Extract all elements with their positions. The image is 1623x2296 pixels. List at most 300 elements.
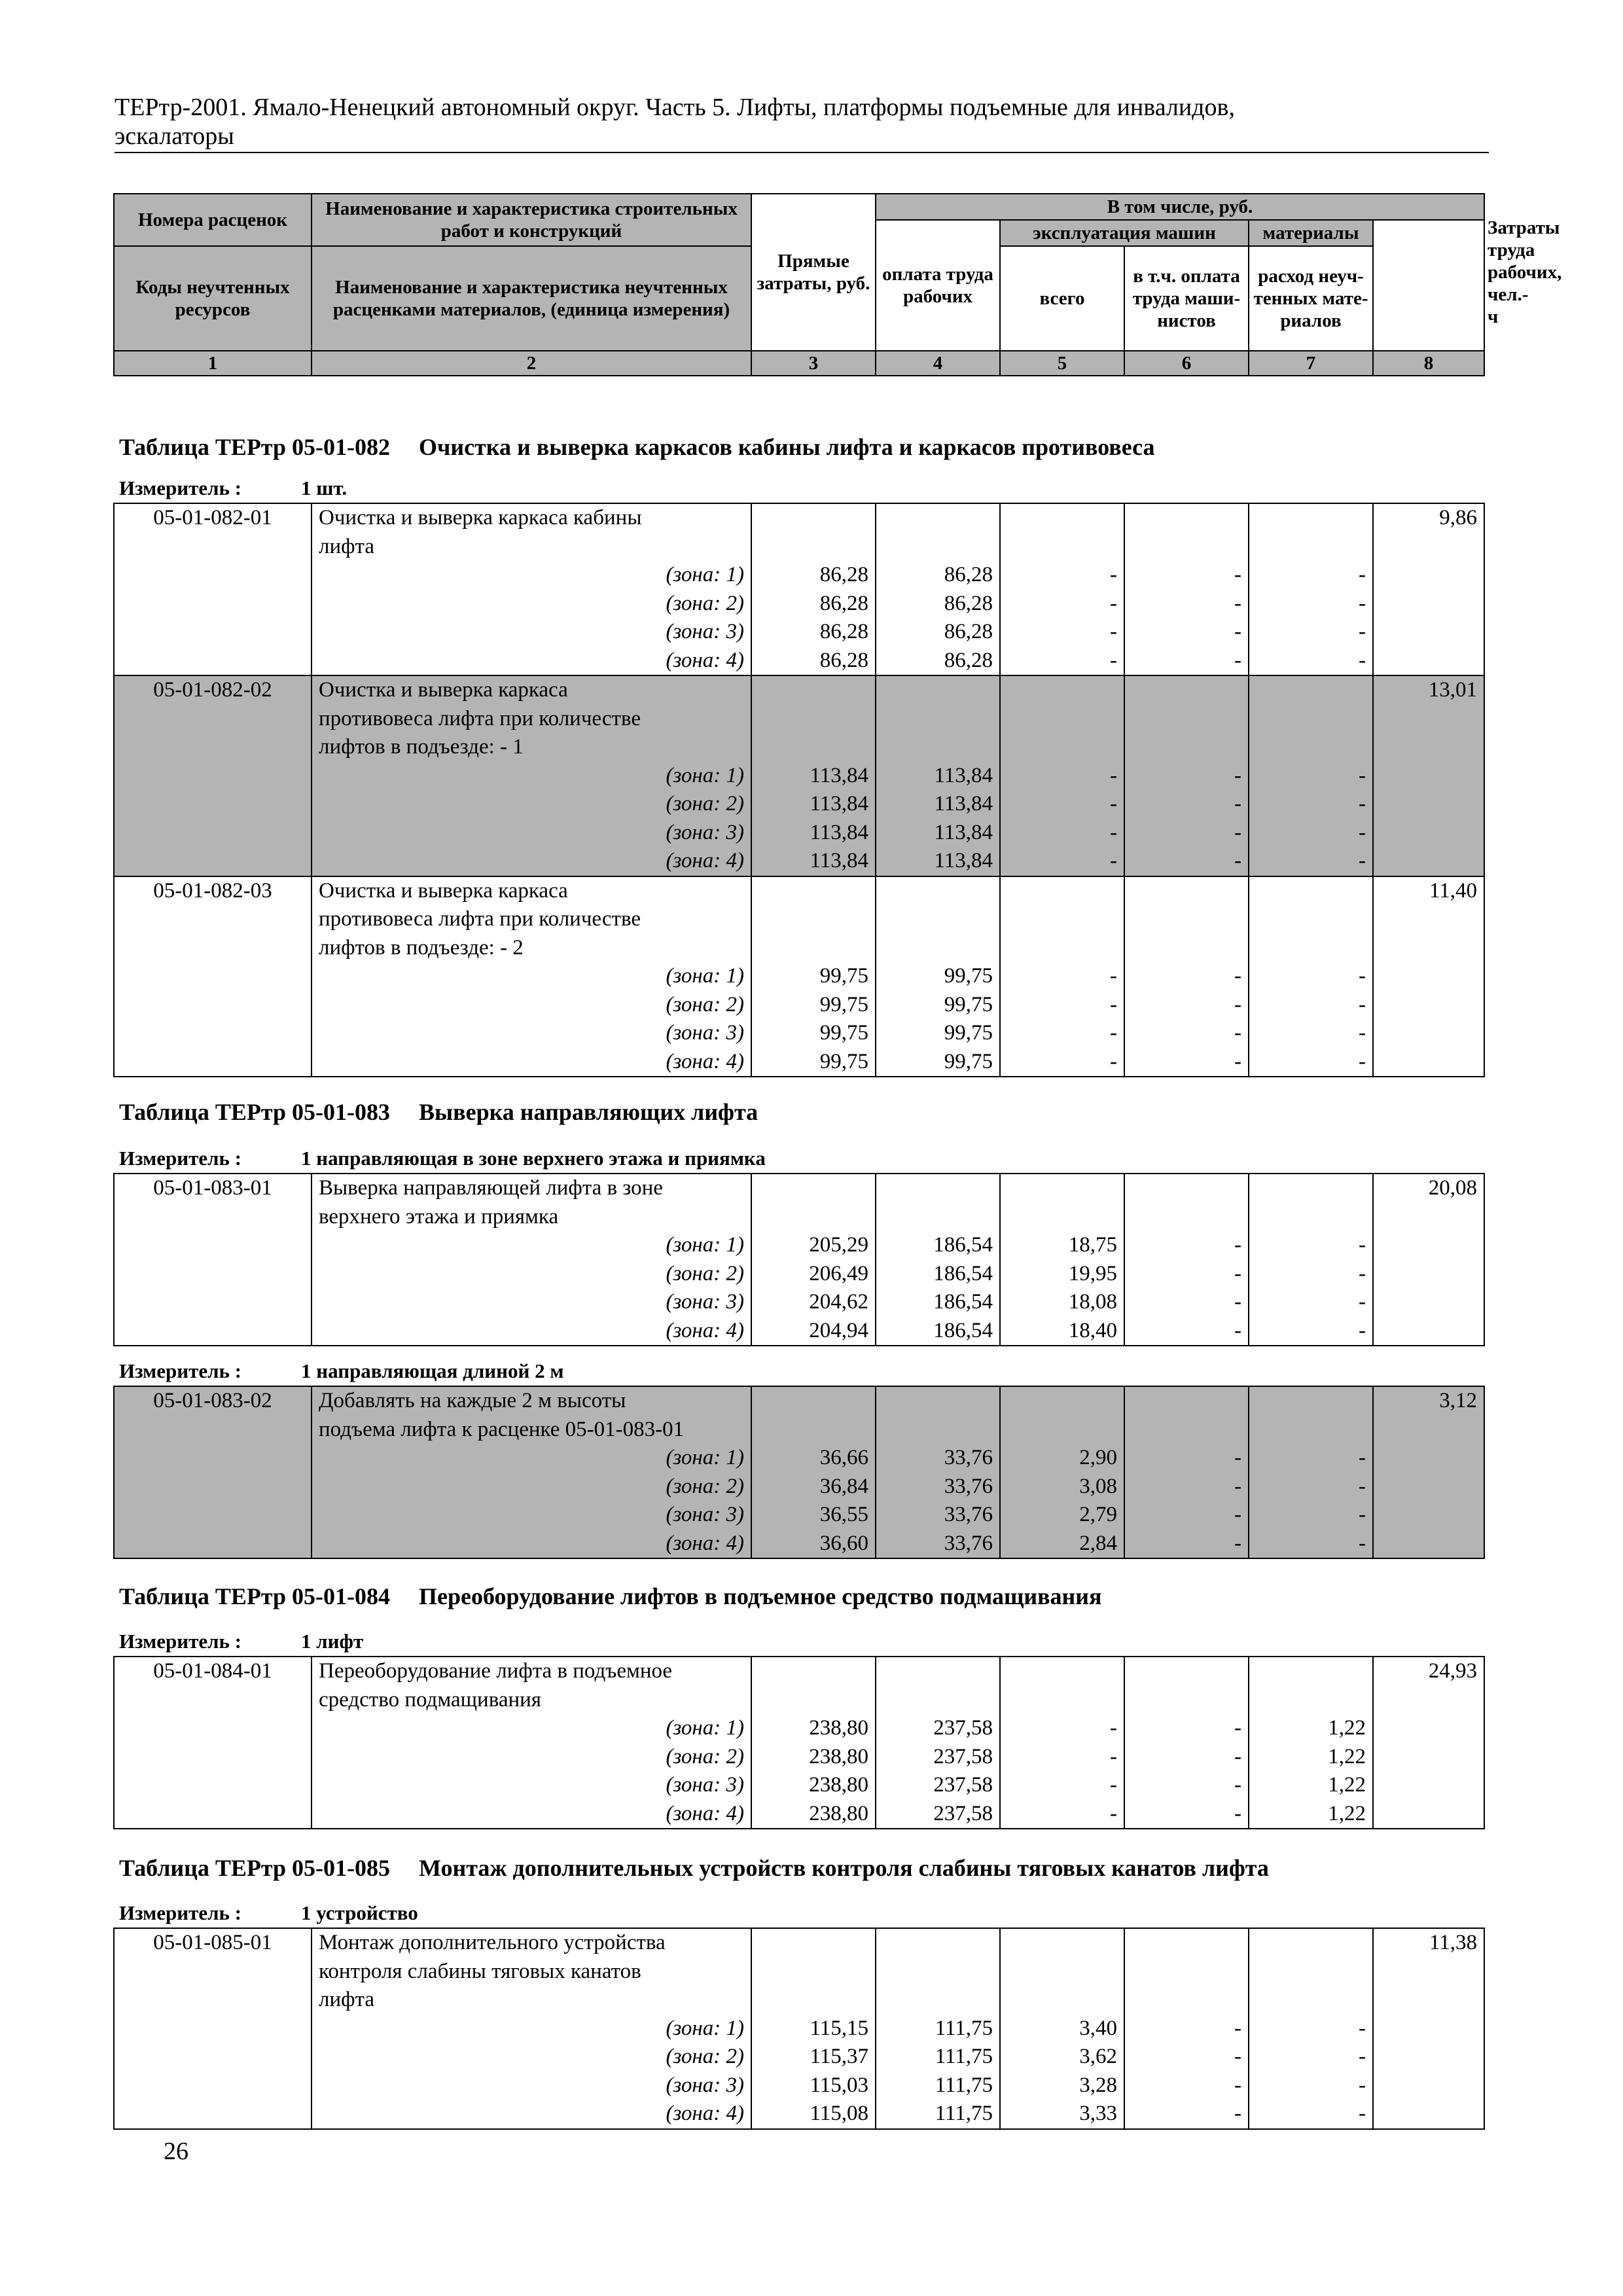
direct-cost: 113,84 bbox=[751, 847, 876, 876]
desc-row bbox=[114, 1416, 1484, 1444]
col-2-top-header: Наименование и характеристика строительных работ и конструкций bbox=[312, 194, 751, 246]
direct-cost: 99,75 bbox=[751, 1019, 876, 1048]
materials-cost: - bbox=[1249, 790, 1373, 819]
worker-pay: 86,28 bbox=[876, 590, 1000, 619]
direct-cost: 99,75 bbox=[751, 991, 876, 1020]
empty-cell bbox=[751, 533, 876, 562]
direct-cost: 86,28 bbox=[751, 618, 876, 647]
direct-cost: 206,49 bbox=[751, 1260, 876, 1289]
materials-cost: - bbox=[1249, 2100, 1373, 2129]
empty-cell bbox=[114, 2072, 312, 2100]
table-number: Таблица ТЕРтр 05-01-085 bbox=[119, 1855, 391, 1881]
worker-pay: 186,54 bbox=[876, 1288, 1000, 1317]
zone-label: (зона: 2) bbox=[312, 1260, 751, 1289]
empty-cell bbox=[114, 1743, 312, 1772]
zone-row bbox=[114, 1771, 1484, 1800]
machine-total: - bbox=[1000, 647, 1124, 676]
materials-header: материалы bbox=[1249, 220, 1373, 246]
empty-cell bbox=[876, 533, 1000, 562]
empty-cell bbox=[1000, 503, 1124, 533]
empty-cell bbox=[1373, 561, 1484, 590]
materials-cost: - bbox=[1249, 647, 1373, 676]
direct-cost: 238,80 bbox=[751, 1771, 876, 1800]
empty-cell bbox=[1373, 1743, 1484, 1772]
empty-cell bbox=[751, 905, 876, 934]
table-name: Переоборудование лифтов в подъемное средство подмащивания bbox=[419, 1583, 1102, 1609]
zone-row bbox=[114, 790, 1484, 819]
section-title bbox=[119, 1854, 1269, 1882]
direct-cost: 36,55 bbox=[751, 1501, 876, 1530]
machinist-pay: - bbox=[1124, 762, 1249, 791]
empty-cell bbox=[876, 934, 1000, 963]
desc-row bbox=[114, 1958, 1484, 1986]
empty-cell bbox=[1249, 905, 1373, 934]
rates-table bbox=[113, 1173, 1485, 1346]
materials-cost: 1,22 bbox=[1249, 1743, 1373, 1772]
empty-cell bbox=[114, 618, 312, 647]
zone-label: (зона: 2) bbox=[312, 790, 751, 819]
zone-row bbox=[114, 1231, 1484, 1260]
empty-cell bbox=[1000, 733, 1124, 762]
rate-description: средство подмащивания bbox=[312, 1686, 751, 1715]
empty-cell bbox=[1373, 1231, 1484, 1260]
zone-row bbox=[114, 762, 1484, 791]
rate-description: лифта bbox=[312, 533, 751, 562]
machine-total: 2,84 bbox=[1000, 1530, 1124, 1559]
empty-cell bbox=[1249, 1386, 1373, 1416]
empty-cell bbox=[1373, 1203, 1484, 1232]
rate-code: 05-01-082-01 bbox=[114, 503, 312, 533]
empty-cell bbox=[114, 1501, 312, 1530]
labor-cost: 20,08 bbox=[1373, 1174, 1484, 1203]
empty-cell bbox=[114, 647, 312, 676]
machinist-pay: - bbox=[1124, 647, 1249, 676]
zone-label: (зона: 4) bbox=[312, 1530, 751, 1559]
empty-cell bbox=[114, 2100, 312, 2129]
empty-cell bbox=[876, 705, 1000, 734]
empty-cell bbox=[114, 1986, 312, 2015]
empty-cell bbox=[1373, 762, 1484, 791]
empty-cell bbox=[1373, 934, 1484, 963]
worker-pay: 99,75 bbox=[876, 991, 1000, 1020]
empty-cell bbox=[1249, 705, 1373, 734]
zone-row bbox=[114, 1714, 1484, 1743]
measure-label: Измеритель : bbox=[119, 1901, 241, 1924]
empty-cell bbox=[1373, 1714, 1484, 1743]
empty-cell bbox=[114, 1686, 312, 1715]
empty-cell bbox=[1124, 733, 1249, 762]
direct-cost: 99,75 bbox=[751, 962, 876, 991]
labor-cost: 3,12 bbox=[1373, 1386, 1484, 1416]
empty-cell bbox=[1373, 1317, 1484, 1346]
measure-line bbox=[119, 1901, 418, 1925]
zone-label: (зона: 1) bbox=[312, 1231, 751, 1260]
empty-cell bbox=[1373, 2072, 1484, 2100]
materials-cost: - bbox=[1249, 561, 1373, 590]
zone-row bbox=[114, 991, 1484, 1020]
zone-row bbox=[114, 590, 1484, 619]
empty-cell bbox=[1373, 847, 1484, 876]
empty-cell bbox=[1249, 1986, 1373, 2015]
rate-description: Добавлять на каждые 2 м высоты bbox=[312, 1386, 751, 1416]
empty-cell bbox=[1373, 1473, 1484, 1501]
empty-cell bbox=[1249, 675, 1373, 705]
empty-cell bbox=[114, 2043, 312, 2072]
direct-cost: 113,84 bbox=[751, 819, 876, 848]
materials-cost: - bbox=[1249, 1048, 1373, 1077]
worker-pay: 111,75 bbox=[876, 2043, 1000, 2072]
table-name: Монтаж дополнительных устройств контроля слабины тяговых канатов лифта bbox=[419, 1855, 1269, 1881]
empty-cell bbox=[1249, 1174, 1373, 1203]
machinist-pay: - bbox=[1124, 561, 1249, 590]
empty-cell bbox=[1373, 647, 1484, 676]
machine-total: - bbox=[1000, 1714, 1124, 1743]
machinist-pay: - bbox=[1124, 1473, 1249, 1501]
empty-cell bbox=[1000, 533, 1124, 562]
empty-cell bbox=[1000, 1986, 1124, 2015]
materials-cost: - bbox=[1249, 962, 1373, 991]
empty-cell bbox=[114, 590, 312, 619]
materials-cost: - bbox=[1249, 1019, 1373, 1048]
zone-row bbox=[114, 1743, 1484, 1772]
worker-pay: 99,75 bbox=[876, 1019, 1000, 1048]
empty-cell bbox=[876, 876, 1000, 906]
empty-cell bbox=[1373, 1771, 1484, 1800]
zone-label: (зона: 2) bbox=[312, 590, 751, 619]
zone-label: (зона: 3) bbox=[312, 2072, 751, 2100]
rate-description: противовеса лифта при количестве bbox=[312, 905, 751, 934]
empty-cell bbox=[876, 675, 1000, 705]
machine-total: - bbox=[1000, 1771, 1124, 1800]
direct-cost: 113,84 bbox=[751, 762, 876, 791]
rates-table bbox=[113, 1656, 1485, 1829]
empty-cell bbox=[751, 733, 876, 762]
machinist-pay: - bbox=[1124, 1260, 1249, 1289]
empty-cell bbox=[876, 1174, 1000, 1203]
measure-label: Измеритель : bbox=[119, 1630, 241, 1653]
worker-pay: 113,84 bbox=[876, 790, 1000, 819]
col-number: 7 bbox=[1249, 351, 1373, 376]
measure-label: Измеритель : bbox=[119, 1147, 241, 1170]
materials-cost: 1,22 bbox=[1249, 1714, 1373, 1743]
machine-total: 2,90 bbox=[1000, 1444, 1124, 1473]
zone-row bbox=[114, 819, 1484, 848]
materials-cost: - bbox=[1249, 1473, 1373, 1501]
zone-row bbox=[114, 1501, 1484, 1530]
machine-total: - bbox=[1000, 1743, 1124, 1772]
machine-total: 18,08 bbox=[1000, 1288, 1124, 1317]
empty-cell bbox=[114, 1203, 312, 1232]
empty-cell bbox=[114, 733, 312, 762]
zone-row bbox=[114, 1317, 1484, 1346]
empty-cell bbox=[1000, 675, 1124, 705]
header-line-1: ТЕРтр-2001. Ямало-Ненецкий автономный округ. Часть 5. Лифты, платформы подъемные для инвалидов, bbox=[115, 94, 1235, 121]
rate-description: верхнего этажа и приямка bbox=[312, 1203, 751, 1232]
empty-cell bbox=[1124, 1203, 1249, 1232]
col-number: 3 bbox=[751, 351, 876, 376]
rate-description: Очистка и выверка каркаса bbox=[312, 675, 751, 705]
empty-cell bbox=[751, 705, 876, 734]
page-number: 26 bbox=[164, 2138, 188, 2165]
worker-pay: 237,58 bbox=[876, 1800, 1000, 1829]
materials-cost: 1,22 bbox=[1249, 1800, 1373, 1829]
empty-cell bbox=[876, 1657, 1000, 1686]
empty-cell bbox=[751, 1928, 876, 1958]
empty-cell bbox=[1249, 1686, 1373, 1715]
worker-pay: 86,28 bbox=[876, 618, 1000, 647]
worker-pay: 113,84 bbox=[876, 819, 1000, 848]
zone-label: (зона: 3) bbox=[312, 618, 751, 647]
col-4-header: оплата труда рабочих bbox=[876, 220, 1000, 351]
col-3-header: Прямые затраты, руб. bbox=[751, 194, 876, 351]
machinist-pay: - bbox=[1124, 1771, 1249, 1800]
empty-cell bbox=[114, 1317, 312, 1346]
desc-row bbox=[114, 934, 1484, 963]
empty-cell bbox=[1373, 1686, 1484, 1715]
empty-cell bbox=[1249, 1958, 1373, 1986]
empty-cell bbox=[1373, 590, 1484, 619]
zone-label: (зона: 3) bbox=[312, 1771, 751, 1800]
materials-cost: - bbox=[1249, 991, 1373, 1020]
empty-cell bbox=[1373, 618, 1484, 647]
measure-label: Измеритель : bbox=[119, 1359, 241, 1382]
zone-label: (зона: 1) bbox=[312, 1714, 751, 1743]
machinist-pay: - bbox=[1124, 847, 1249, 876]
direct-cost: 86,28 bbox=[751, 561, 876, 590]
empty-cell bbox=[1000, 1386, 1124, 1416]
section-title bbox=[119, 1583, 1102, 1610]
empty-cell bbox=[1249, 1928, 1373, 1958]
empty-cell bbox=[751, 876, 876, 906]
machinist-pay: - bbox=[1124, 1743, 1249, 1772]
labor-cost: 24,93 bbox=[1373, 1657, 1484, 1686]
machine-total: 3,08 bbox=[1000, 1473, 1124, 1501]
empty-cell bbox=[1373, 819, 1484, 848]
zone-label: (зона: 3) bbox=[312, 1501, 751, 1530]
materials-cost: - bbox=[1249, 762, 1373, 791]
materials-cost: - bbox=[1249, 1288, 1373, 1317]
rate-code: 05-01-082-02 bbox=[114, 675, 312, 705]
worker-pay: 86,28 bbox=[876, 647, 1000, 676]
zone-row bbox=[114, 618, 1484, 647]
empty-cell bbox=[751, 934, 876, 963]
desc-row bbox=[114, 503, 1484, 533]
worker-pay: 86,28 bbox=[876, 561, 1000, 590]
machinist-pay: - bbox=[1124, 590, 1249, 619]
empty-cell bbox=[114, 1019, 312, 1048]
empty-cell bbox=[1373, 790, 1484, 819]
machinist-pay: - bbox=[1124, 1444, 1249, 1473]
materials-cost: - bbox=[1249, 2015, 1373, 2043]
measure-label: Измеритель : bbox=[119, 476, 241, 499]
desc-row bbox=[114, 905, 1484, 934]
empty-cell bbox=[114, 1260, 312, 1289]
machine-total: - bbox=[1000, 1800, 1124, 1829]
machinist-pay: - bbox=[1124, 1530, 1249, 1559]
empty-cell bbox=[1249, 733, 1373, 762]
rate-description: Выверка направляющей лифта в зоне bbox=[312, 1174, 751, 1203]
machine-total: - bbox=[1000, 618, 1124, 647]
empty-cell bbox=[1000, 905, 1124, 934]
empty-cell bbox=[114, 1231, 312, 1260]
direct-cost: 36,60 bbox=[751, 1530, 876, 1559]
zone-label: (зона: 3) bbox=[312, 1288, 751, 1317]
machinist-pay: - bbox=[1124, 1714, 1249, 1743]
empty-cell bbox=[1373, 1288, 1484, 1317]
empty-cell bbox=[1373, 1260, 1484, 1289]
empty-cell bbox=[114, 1714, 312, 1743]
direct-cost: 86,28 bbox=[751, 590, 876, 619]
direct-cost: 238,80 bbox=[751, 1743, 876, 1772]
machinist-pay: - bbox=[1124, 1800, 1249, 1829]
machine-total: 3,62 bbox=[1000, 2043, 1124, 2072]
desc-row bbox=[114, 1928, 1484, 1958]
measure-value: 1 шт. bbox=[301, 476, 348, 499]
worker-pay: 33,76 bbox=[876, 1530, 1000, 1559]
rate-description: Переоборудование лифта в подъемное bbox=[312, 1657, 751, 1686]
empty-cell bbox=[1373, 2015, 1484, 2043]
materials-cost: - bbox=[1249, 847, 1373, 876]
worker-pay: 99,75 bbox=[876, 962, 1000, 991]
zone-label: (зона: 1) bbox=[312, 762, 751, 791]
empty-cell bbox=[1000, 876, 1124, 906]
empty-cell bbox=[1249, 1416, 1373, 1444]
empty-cell bbox=[114, 533, 312, 562]
worker-pay: 33,76 bbox=[876, 1501, 1000, 1530]
desc-row bbox=[114, 1657, 1484, 1686]
machine-total: - bbox=[1000, 790, 1124, 819]
worker-pay: 186,54 bbox=[876, 1260, 1000, 1289]
direct-cost: 238,80 bbox=[751, 1800, 876, 1829]
zone-label: (зона: 4) bbox=[312, 1317, 751, 1346]
measure-line bbox=[119, 1359, 563, 1383]
empty-cell bbox=[1249, 876, 1373, 906]
empty-cell bbox=[1000, 1174, 1124, 1203]
empty-cell bbox=[876, 1958, 1000, 1986]
worker-pay: 186,54 bbox=[876, 1317, 1000, 1346]
direct-cost: 99,75 bbox=[751, 1048, 876, 1077]
measure-line bbox=[119, 1630, 363, 1653]
machine-total: - bbox=[1000, 762, 1124, 791]
machinist-pay: - bbox=[1124, 2072, 1249, 2100]
machine-total: 19,95 bbox=[1000, 1260, 1124, 1289]
empty-cell bbox=[1124, 533, 1249, 562]
materials-cost: - bbox=[1249, 2072, 1373, 2100]
desc-row bbox=[114, 1203, 1484, 1232]
column-header-table: Номера расценок Наименование и характеристика строительных работ и конструкций Прямые затраты, руб. В том числе, руб. Затраты труда рабочих, чел.-ч оплата труда рабочих эксплуатация машин материалы Коды неучтенных ресурсов Наименование и характеристика неучтенных расценками материалов, (единица измерения) всего в т.ч. оплата труда маши-нистов расход неуч-тенных мате-риалов 1 2 3 4 5 6 7 8 bbox=[113, 193, 1485, 376]
table-number: Таблица ТЕРтр 05-01-083 bbox=[119, 1099, 391, 1125]
desc-row bbox=[114, 1174, 1484, 1203]
col-5-header: всего bbox=[1000, 246, 1124, 351]
desc-row bbox=[114, 1386, 1484, 1416]
zone-label: (зона: 2) bbox=[312, 1743, 751, 1772]
zone-row bbox=[114, 2100, 1484, 2129]
rate-description: Монтаж дополнительного устройства bbox=[312, 1928, 751, 1958]
machine-total: 3,28 bbox=[1000, 2072, 1124, 2100]
zone-row bbox=[114, 1444, 1484, 1473]
measure-value: 1 направляющая в зоне верхнего этажа и приямка bbox=[301, 1147, 766, 1170]
empty-cell bbox=[1373, 1958, 1484, 1986]
empty-cell bbox=[114, 1800, 312, 1829]
empty-cell bbox=[1373, 533, 1484, 562]
section-title bbox=[119, 1098, 758, 1126]
zone-row bbox=[114, 962, 1484, 991]
empty-cell bbox=[751, 1686, 876, 1715]
worker-pay: 111,75 bbox=[876, 2072, 1000, 2100]
empty-cell bbox=[1124, 1986, 1249, 2015]
rate-description: противовеса лифта при количестве bbox=[312, 705, 751, 734]
zone-label: (зона: 1) bbox=[312, 1444, 751, 1473]
empty-cell bbox=[1249, 503, 1373, 533]
empty-cell bbox=[1373, 1800, 1484, 1829]
empty-cell bbox=[751, 1386, 876, 1416]
worker-pay: 113,84 bbox=[876, 847, 1000, 876]
zone-label: (зона: 1) bbox=[312, 962, 751, 991]
col-6-header: в т.ч. оплата труда маши-нистов bbox=[1124, 246, 1249, 351]
empty-cell bbox=[751, 675, 876, 705]
empty-cell bbox=[1373, 1416, 1484, 1444]
empty-cell bbox=[751, 1958, 876, 1986]
machinist-pay: - bbox=[1124, 618, 1249, 647]
materials-cost: - bbox=[1249, 618, 1373, 647]
empty-cell bbox=[1373, 962, 1484, 991]
zone-label: (зона: 1) bbox=[312, 561, 751, 590]
machine-total: - bbox=[1000, 847, 1124, 876]
empty-cell bbox=[876, 733, 1000, 762]
empty-cell bbox=[114, 1048, 312, 1077]
worker-pay: 99,75 bbox=[876, 1048, 1000, 1077]
materials-cost: 1,22 bbox=[1249, 1771, 1373, 1800]
empty-cell bbox=[1373, 1530, 1484, 1559]
machinist-pay: - bbox=[1124, 2043, 1249, 2072]
empty-cell bbox=[751, 1203, 876, 1232]
empty-cell bbox=[876, 905, 1000, 934]
rate-code: 05-01-085-01 bbox=[114, 1928, 312, 1958]
col-number: 1 bbox=[114, 351, 312, 376]
empty-cell bbox=[1249, 934, 1373, 963]
machinist-pay: - bbox=[1124, 1501, 1249, 1530]
worker-pay: 186,54 bbox=[876, 1231, 1000, 1260]
worker-pay: 113,84 bbox=[876, 762, 1000, 791]
col-1-bottom-header: Коды неучтенных ресурсов bbox=[114, 246, 312, 351]
machine-total: - bbox=[1000, 561, 1124, 590]
rates-table bbox=[113, 503, 1485, 1077]
empty-cell bbox=[1373, 991, 1484, 1020]
rate-description: подъема лифта к расценке 05-01-083-01 bbox=[312, 1416, 751, 1444]
rate-description: Очистка и выверка каркаса кабины bbox=[312, 503, 751, 533]
rate-description: Очистка и выверка каркаса bbox=[312, 876, 751, 906]
direct-cost: 205,29 bbox=[751, 1231, 876, 1260]
zone-row bbox=[114, 1019, 1484, 1048]
empty-cell bbox=[114, 1444, 312, 1473]
empty-cell bbox=[114, 1771, 312, 1800]
empty-cell bbox=[114, 847, 312, 876]
zone-row bbox=[114, 2043, 1484, 2072]
empty-cell bbox=[1124, 503, 1249, 533]
zone-label: (зона: 4) bbox=[312, 1048, 751, 1077]
worker-pay: 237,58 bbox=[876, 1771, 1000, 1800]
col-number: 4 bbox=[876, 351, 1000, 376]
header-line-2: эскалаторы bbox=[115, 122, 234, 150]
machinist-pay: - bbox=[1124, 2100, 1249, 2129]
labor-cost: 9,86 bbox=[1373, 503, 1484, 533]
empty-cell bbox=[114, 2015, 312, 2043]
col-2-bottom-header: Наименование и характеристика неучтенных расценками материалов, (единица измерения) bbox=[312, 246, 751, 351]
empty-cell bbox=[876, 503, 1000, 533]
machinist-pay: - bbox=[1124, 1231, 1249, 1260]
materials-cost: - bbox=[1249, 1501, 1373, 1530]
empty-cell bbox=[1373, 905, 1484, 934]
